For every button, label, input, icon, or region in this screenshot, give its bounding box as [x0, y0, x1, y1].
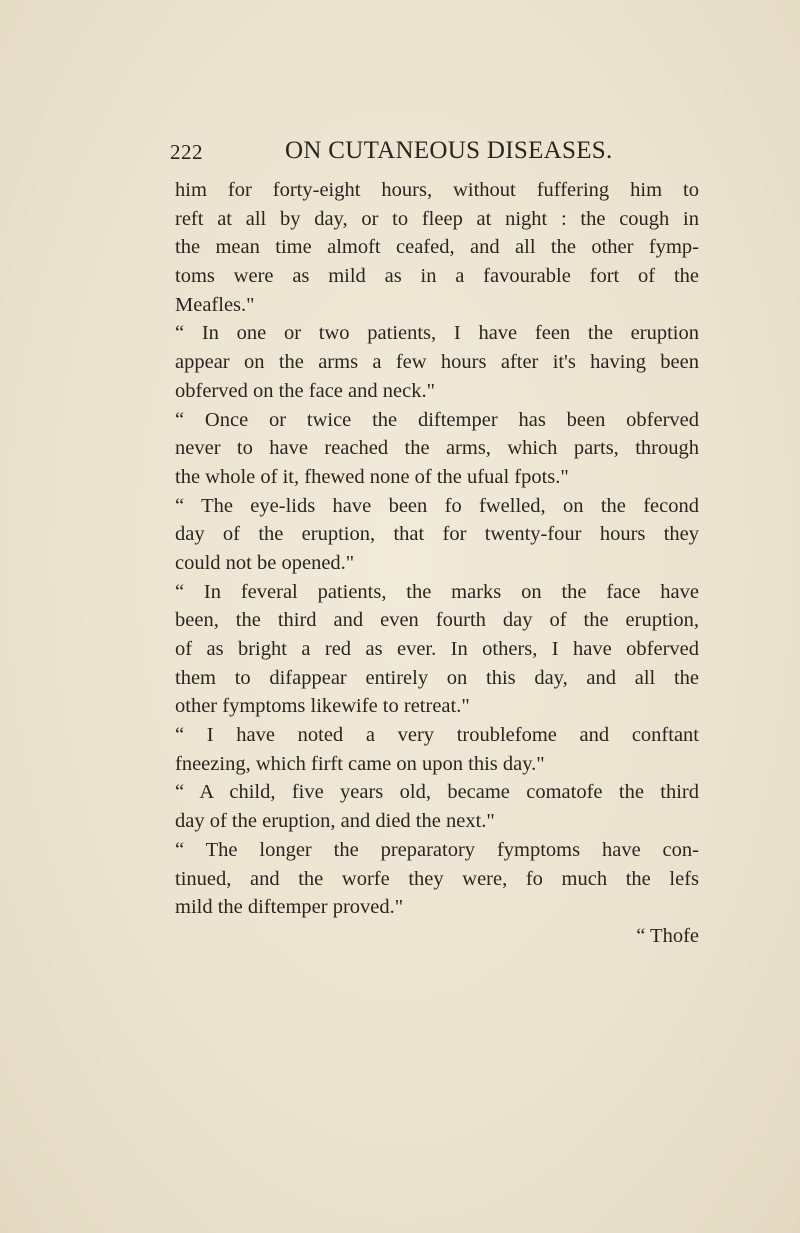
text-line: “ Once or twice the diftemper has been obferved: [175, 408, 699, 431]
page-header: [170, 137, 670, 171]
catchword: “ Thofe: [636, 924, 699, 947]
text-line: “ The eye-lids have been fo fwelled, on the fecond: [175, 494, 699, 517]
text-line: Meafles.": [175, 293, 255, 316]
text-line: “ The longer the preparatory fymptoms have con-: [175, 838, 699, 861]
text-line: toms were as mild as in a favourable fort of the: [175, 265, 699, 288]
text-line: appear on the arms a few hours after it's having been: [175, 351, 699, 374]
text-line: obferved on the face and neck.": [175, 379, 435, 402]
text-line: “ In one or two patients, I have feen the eruption: [175, 322, 699, 345]
text-line: them to difappear entirely on this day, and all the: [175, 666, 699, 689]
text-line: mild the diftemper proved.": [175, 896, 404, 919]
text-line: him for forty-eight hours, without fuffering him to: [175, 179, 699, 201]
text-line: day of the eruption, that for twenty-four hours they: [175, 523, 699, 546]
text-line: could not be opened.": [175, 551, 355, 574]
text-line: been, the third and even fourth day of the eruption,: [175, 609, 699, 632]
text-line: “ A child, five years old, became comatofe the third: [175, 781, 699, 804]
text-line: day of the eruption, and died the next.": [175, 810, 495, 833]
text-line: “ In feveral patients, the marks on the face have: [175, 580, 699, 603]
text-line: the whole of it, fhewed none of the ufual fpots.": [175, 465, 569, 488]
text-line: tinued, and the worfe they were, fo much the lefs: [175, 867, 699, 890]
page-number: 222: [170, 140, 203, 164]
text-line: reft at all by day, or to fleep at night : the cough in: [175, 207, 699, 230]
text-line: fneezing, which firft came on upon this day.": [175, 752, 545, 775]
text-line: “ I have noted a very troublefome and conftant: [175, 724, 699, 747]
text-line: the mean time almoft ceafed, and all the other fymp-: [175, 236, 699, 259]
running-head: ON CUTANEOUS DISEASES.: [285, 137, 613, 164]
text-line: never to have reached the arms, which parts, through: [175, 437, 699, 460]
text-line: of as bright a red as ever. In others, I have obferved: [175, 638, 699, 660]
body-text: [175, 176, 699, 951]
text-line: other fymptoms likewife to retreat.": [175, 695, 470, 718]
